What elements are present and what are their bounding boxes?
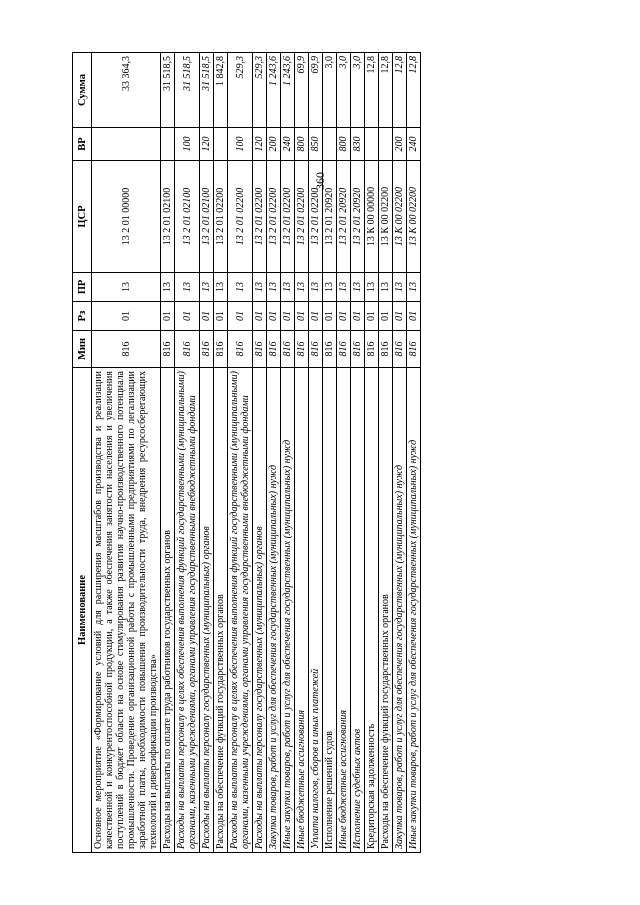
cell-csr: 13 2 01 02200 xyxy=(228,161,253,273)
cell-name: Иные бюджетные ассигнования xyxy=(337,368,351,853)
table-row xyxy=(351,53,365,853)
cell-name: Расходы на выплаты персоналу государственных (муниципальных) органов xyxy=(200,368,214,853)
cell-vr: 800 xyxy=(295,128,309,161)
cell-name: Кредиторская задолженность xyxy=(365,368,379,853)
cell-sum: 529,3 xyxy=(253,53,267,128)
cell-name: Исполнение судебных актов xyxy=(351,368,365,853)
cell-name: Иные закупки товаров, работ и услуг для обеспечения государственных (муниципальных) нужд xyxy=(281,368,295,853)
cell-pr: 13 xyxy=(379,273,393,302)
cell-sum: 1 243,6 xyxy=(267,53,281,128)
cell-vr: 120 xyxy=(200,128,214,161)
cell-pr: 13 xyxy=(253,273,267,302)
cell-csr: 13 2 01 02200 xyxy=(309,161,323,273)
cell-rz: 01 xyxy=(365,302,379,331)
cell-sum: 3,0 xyxy=(323,53,337,128)
cell-sum: 12,8 xyxy=(407,53,421,128)
cell-csr: 13 2 01 02200 xyxy=(253,161,267,273)
header-pr: ПР xyxy=(73,273,92,302)
cell-sum: 31 518,5 xyxy=(200,53,214,128)
cell-sum: 12,8 xyxy=(365,53,379,128)
cell-min: 816 xyxy=(200,331,214,368)
cell-name: Расходы на выплаты по оплате труда работников государственных органов xyxy=(161,368,175,853)
cell-min: 816 xyxy=(161,331,175,368)
header-name: Наименование xyxy=(73,368,92,853)
cell-pr: 13 xyxy=(200,273,214,302)
table-header-row xyxy=(73,53,92,853)
table-row xyxy=(92,53,161,853)
cell-csr: 13 К 00 02200 xyxy=(379,161,393,273)
cell-min: 816 xyxy=(253,331,267,368)
cell-vr xyxy=(161,128,175,161)
cell-vr: 200 xyxy=(267,128,281,161)
cell-name: Иные закупки товаров, работ и услуг для обеспечения государственных (муниципальных) нужд xyxy=(407,368,421,853)
cell-rz: 01 xyxy=(92,302,161,331)
cell-vr xyxy=(214,128,228,161)
cell-min: 816 xyxy=(351,331,365,368)
cell-rz: 01 xyxy=(309,302,323,331)
cell-rz: 01 xyxy=(228,302,253,331)
cell-vr xyxy=(379,128,393,161)
cell-pr: 13 xyxy=(351,273,365,302)
cell-rz: 01 xyxy=(253,302,267,331)
cell-csr: 13 К 00 02200 xyxy=(393,161,407,273)
cell-sum: 69,9 xyxy=(295,53,309,128)
table-row xyxy=(323,53,337,853)
page-number: 360 xyxy=(312,172,327,190)
cell-pr: 13 xyxy=(365,273,379,302)
cell-pr: 13 xyxy=(309,273,323,302)
cell-vr xyxy=(323,128,337,161)
cell-pr: 13 xyxy=(267,273,281,302)
cell-min: 816 xyxy=(337,331,351,368)
cell-rz: 01 xyxy=(379,302,393,331)
cell-name: Расходы на обеспечение функций государственных органов xyxy=(379,368,393,853)
cell-min: 816 xyxy=(323,331,337,368)
cell-min: 816 xyxy=(365,331,379,368)
cell-pr: 13 xyxy=(228,273,253,302)
cell-csr: 13 2 01 20920 xyxy=(337,161,351,273)
cell-vr: 100 xyxy=(228,128,253,161)
cell-sum: 529,3 xyxy=(228,53,253,128)
cell-sum: 1 243,6 xyxy=(281,53,295,128)
table-row xyxy=(281,53,295,853)
table-row xyxy=(309,53,323,853)
cell-min: 816 xyxy=(379,331,393,368)
table-row xyxy=(295,53,309,853)
cell-csr: 13 2 01 20920 xyxy=(323,161,337,273)
cell-rz: 01 xyxy=(214,302,228,331)
cell-vr: 800 xyxy=(337,128,351,161)
header-min: Мин xyxy=(73,331,92,368)
cell-name: Исполнение решений судов xyxy=(323,368,337,853)
table-row xyxy=(253,53,267,853)
cell-rz: 01 xyxy=(175,302,200,331)
cell-min: 816 xyxy=(281,331,295,368)
cell-csr: 13 2 01 02200 xyxy=(214,161,228,273)
cell-name: Закупка товаров, работ и услуг для обеспечения государственных (муниципальных) нужд xyxy=(267,368,281,853)
cell-pr: 13 xyxy=(161,273,175,302)
cell-rz: 01 xyxy=(323,302,337,331)
cell-csr: 13 2 01 02200 xyxy=(267,161,281,273)
budget-table xyxy=(72,52,421,853)
cell-min: 816 xyxy=(393,331,407,368)
table-row xyxy=(379,53,393,853)
cell-rz: 01 xyxy=(161,302,175,331)
cell-vr: 240 xyxy=(281,128,295,161)
cell-vr xyxy=(365,128,379,161)
cell-min: 816 xyxy=(92,331,161,368)
cell-pr: 13 xyxy=(175,273,200,302)
rotated-page xyxy=(72,53,579,853)
cell-pr: 13 xyxy=(337,273,351,302)
cell-rz: 01 xyxy=(200,302,214,331)
cell-name: Расходы на выплаты персоналу в целях обеспечения выполнения функций государственными (муниципальными) органами, казенными учреждениями, органами управления государственными внебюджетными фондами xyxy=(175,368,200,853)
cell-csr: 13 2 01 20920 xyxy=(351,161,365,273)
cell-rz: 01 xyxy=(393,302,407,331)
cell-rz: 01 xyxy=(295,302,309,331)
cell-csr: 13 К 00 02200 xyxy=(407,161,421,273)
table-row xyxy=(214,53,228,853)
cell-name: Закупка товаров, работ и услуг для обеспечения государственных (муниципальных) нужд xyxy=(393,368,407,853)
cell-sum: 69,9 xyxy=(309,53,323,128)
cell-vr: 120 xyxy=(253,128,267,161)
cell-pr: 13 xyxy=(323,273,337,302)
table-row xyxy=(161,53,175,853)
cell-pr: 13 xyxy=(214,273,228,302)
cell-sum: 3,0 xyxy=(351,53,365,128)
cell-min: 816 xyxy=(175,331,200,368)
table-row xyxy=(393,53,407,853)
cell-csr: 13 2 01 00000 xyxy=(92,161,161,273)
cell-csr: 13 2 01 02200 xyxy=(281,161,295,273)
cell-csr: 13 2 01 02100 xyxy=(161,161,175,273)
cell-pr: 13 xyxy=(295,273,309,302)
cell-name: Расходы на обеспечение функций государственных органов xyxy=(214,368,228,853)
cell-pr: 13 xyxy=(393,273,407,302)
cell-rz: 01 xyxy=(337,302,351,331)
cell-sum: 12,8 xyxy=(379,53,393,128)
cell-sum: 31 518,5 xyxy=(175,53,200,128)
cell-rz: 01 xyxy=(351,302,365,331)
table-row xyxy=(267,53,281,853)
cell-sum: 12,8 xyxy=(393,53,407,128)
cell-min: 816 xyxy=(295,331,309,368)
cell-name: Основное мероприятие «Формирование условий для расширения масштабов производства и реализации качественной и конкурентоспособной продукции, а также обеспечения занятости населения и увеличения поступлений в бюджет области на основе стимулирования развития научно-производственного потенциала промышленности. Проведение организационной работы с промышленными предприятиями по легализации заработной платы, необходимости повышения производительности труда, внедрения ресурсосберегающих технологий и диверсификации производства» xyxy=(92,368,161,853)
cell-csr: 13 2 01 02200 xyxy=(295,161,309,273)
cell-sum: 33 364,3 xyxy=(92,53,161,128)
header-csr: ЦСР xyxy=(73,161,92,273)
cell-vr: 240 xyxy=(407,128,421,161)
cell-name: Расходы на выплаты персоналу в целях обеспечения выполнения функций государственными (муниципальными) органами, казенными учреждениями, органами управления государственными внебюджетными фондами xyxy=(228,368,253,853)
table-row xyxy=(200,53,214,853)
cell-csr: 13 2 01 02100 xyxy=(200,161,214,273)
table-row xyxy=(337,53,351,853)
table-row xyxy=(175,53,200,853)
cell-rz: 01 xyxy=(281,302,295,331)
cell-csr: 13 К 00 00000 xyxy=(365,161,379,273)
cell-vr: 100 xyxy=(175,128,200,161)
cell-pr: 13 xyxy=(281,273,295,302)
cell-vr: 830 xyxy=(351,128,365,161)
header-sum: Сумма xyxy=(73,53,92,128)
header-vr: ВР xyxy=(73,128,92,161)
cell-pr: 13 xyxy=(92,273,161,302)
cell-min: 816 xyxy=(228,331,253,368)
table-row xyxy=(365,53,379,853)
cell-name: Расходы на выплаты персоналу государственных (муниципальных) органов xyxy=(253,368,267,853)
cell-sum: 31 518,5 xyxy=(161,53,175,128)
cell-sum: 3,0 xyxy=(337,53,351,128)
cell-rz: 01 xyxy=(267,302,281,331)
cell-vr xyxy=(92,128,161,161)
table-body xyxy=(92,53,421,853)
cell-sum: 1 842,8 xyxy=(214,53,228,128)
cell-min: 816 xyxy=(214,331,228,368)
cell-min: 816 xyxy=(309,331,323,368)
table-row xyxy=(228,53,253,853)
cell-name: Иные бюджетные ассигнования xyxy=(295,368,309,853)
cell-min: 816 xyxy=(407,331,421,368)
cell-vr: 200 xyxy=(393,128,407,161)
cell-name: Уплата налогов, сборов и иных платежей xyxy=(309,368,323,853)
cell-pr: 13 xyxy=(407,273,421,302)
table-row xyxy=(407,53,421,853)
cell-rz: 01 xyxy=(407,302,421,331)
cell-csr: 13 2 01 02100 xyxy=(175,161,200,273)
header-rz: Рз xyxy=(73,302,92,331)
cell-vr: 850 xyxy=(309,128,323,161)
cell-min: 816 xyxy=(267,331,281,368)
